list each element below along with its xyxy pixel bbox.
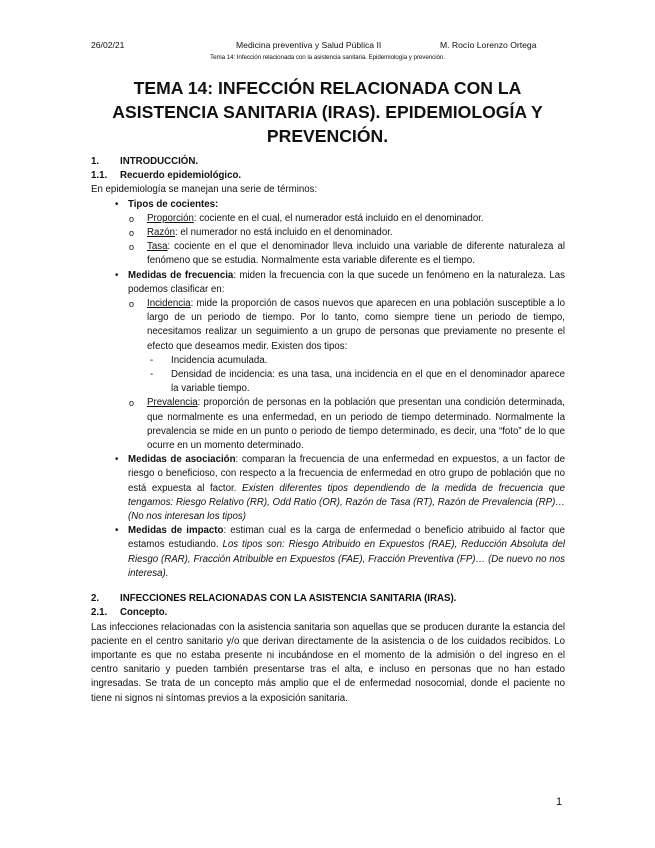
section-number: 1.: [91, 156, 100, 167]
dash-text: Incidencia acumulada.: [171, 354, 268, 366]
subsection-heading: [91, 169, 565, 183]
dash-bullet-icon: -: [150, 369, 154, 381]
sub-bullet-item: [91, 226, 565, 240]
bullet-label: Tipos de cocientes:: [128, 198, 219, 210]
sub-bullet-item: [91, 240, 565, 268]
circle-bullet-icon: o: [129, 213, 135, 224]
bullet-text: : miden la frecuencia con la que sucede un fenómeno en la naturaleza. Las podemos clasificar en:: [128, 269, 565, 295]
definition: : el numerador no está incluido en el denominador.: [175, 227, 393, 239]
definition: : cociente en el que el denominador lleva incluido una variable de diferente naturaleza al fenómeno que se estudia. Normalmente esta variable diferente es el tiempo.: [147, 241, 565, 267]
dash-item: [91, 368, 565, 396]
header-subtitle: Tema 14: Infección relacionada con la asistencia sanitaria. Epidemiología y prevención.: [210, 54, 445, 61]
bullet-label: Medidas de impacto: [128, 525, 224, 537]
bullet-item: [91, 269, 565, 297]
sub-bullet-item: [91, 297, 565, 354]
term: Proporción: [147, 212, 194, 224]
subsection-heading: [91, 606, 565, 620]
subsection-number: 2.1.: [91, 607, 108, 619]
definition: : proporción de personas en la población que presentan una condición determinada, que normalmente es una enfermedad, en un periodo de tiempo determinado. Normalmente la prevalencia se mide en un punto o periodo de tiempo determinado, es decir, una “foto” de lo que ocurre en un momento determinado.: [147, 397, 565, 452]
dash-text: Densidad de incidencia: es una tasa, una incidencia en el que en el denominador aparece la variable tiempo.: [171, 369, 565, 395]
bullet-icon: •: [115, 454, 119, 466]
bullet-icon: •: [115, 269, 119, 281]
dash-bullet-icon: -: [150, 354, 154, 366]
subsection-title: Concepto.: [120, 607, 168, 619]
header-course: Medicina preventiva y Salud Pública II: [236, 40, 382, 50]
term: Tasa: [147, 241, 168, 253]
term: Prevalencia: [147, 397, 198, 409]
bullet-note: Existen diferentes tipos dependiendo de la medida de frecuencia que tengamos: Riesgo Relativo (RR), Odd Ratio (OR), Razón de Tasa (RT), Razón de Prevalencia (RP)… (No nos interesan los tipos): [128, 482, 565, 523]
document-body: [91, 155, 565, 706]
bullet-item: [91, 198, 565, 212]
section-title: INTRODUCCIÓN.: [120, 156, 199, 167]
bullet-text: : comparan la frecuencia de una enfermedad en expuestos, a un factor de riesgo o beneficioso, con respecto a la frecuencia de enfermedad en otro grupo de población que no está expuesta al factor.: [128, 454, 565, 494]
bullet-item: [91, 524, 565, 581]
header-author: M. Rocío Lorenzo Ortega: [440, 40, 537, 50]
subsection-title: Recuerdo epidemiológico.: [120, 170, 242, 182]
sub-bullet-item: [91, 396, 565, 453]
title-line: PREVENCIÓN.: [266, 126, 389, 146]
bullet-icon: •: [115, 198, 119, 210]
circle-bullet-icon: o: [129, 242, 135, 253]
bullet-label: Medidas de frecuencia: [128, 269, 234, 281]
circle-bullet-icon: o: [129, 228, 135, 239]
title-line: TEMA 14: INFECCIÓN RELACIONADA CON LA: [133, 78, 522, 98]
subsection-number: 1.1.: [91, 170, 108, 182]
intro-paragraph: En epidemiología se manejan una serie de términos:: [91, 184, 318, 196]
section-number: 2.: [91, 593, 100, 605]
dash-item: [91, 354, 565, 368]
section-heading: [91, 592, 565, 606]
bullet-text: : estiman cual es la carga de enfermedad o beneficio atribuido al factor que estamos estudiando.: [128, 525, 565, 551]
sub-bullet-item: [91, 212, 565, 226]
header-date: 26/02/21: [91, 40, 125, 50]
bullet-label: Medidas de asociación: [128, 454, 236, 466]
circle-bullet-icon: o: [129, 299, 135, 310]
definition: : cociente en el cual, el numerador está incluido en el denominador.: [193, 212, 484, 224]
term: Razón: [147, 227, 176, 239]
bullet-note: Los tipos son: Riesgo Atribuido en Expuestos (RAE), Reducción Absoluta del Riesgo (RAR), Fracción Atribuible en Expuestos (FAE), Fracción Preventiva (FP)… (De nuevo no nos interesa).: [128, 539, 565, 579]
definition: : mide la proporción de casos nuevos que aparecen en una población susceptible a lo largo de un periodo de tiempo. Por lo tanto, como siempre tiene un periodo de tiempo, necesitamos realizar un seguimiento a un grupo de personas que previamente no presente el efecto que deseamos medir. Existen dos tipos:: [147, 298, 565, 352]
section-title: INFECCIONES RELACIONADAS CON LA ASISTENCIA SANITARIA (IRAS).: [120, 593, 457, 605]
page-title: [60, 76, 595, 148]
bullet-icon: •: [115, 525, 119, 537]
bullet-item: [91, 453, 565, 524]
term: Incidencia: [147, 298, 191, 310]
page-number: 1: [556, 796, 563, 808]
circle-bullet-icon: o: [129, 398, 135, 409]
concept-paragraph: Las infecciones relacionadas con la asistencia sanitaria son aquellas que se producen durante la estancia del paciente en el centro sanitario y/o que derivan directamente de la asistencia o de los cuidados recibidos. Lo importante es que no estaba presente ni incubándose en el momento de la admisión o del ingreso en el centro sanitario y pueden también presentarse tras el alta, e incluso en personas que no han estado ingresadas. Se trata de un concepto más amplio que el de enfermedad nosocomial, donde el paciente no tiene ni signos ni síntomas previos a la exposición sanitaria.: [91, 621, 565, 704]
section-heading: [91, 155, 565, 169]
title-line: ASISTENCIA SANITARIA (IRAS). EPIDEMIOLOGÍA Y: [112, 102, 543, 122]
